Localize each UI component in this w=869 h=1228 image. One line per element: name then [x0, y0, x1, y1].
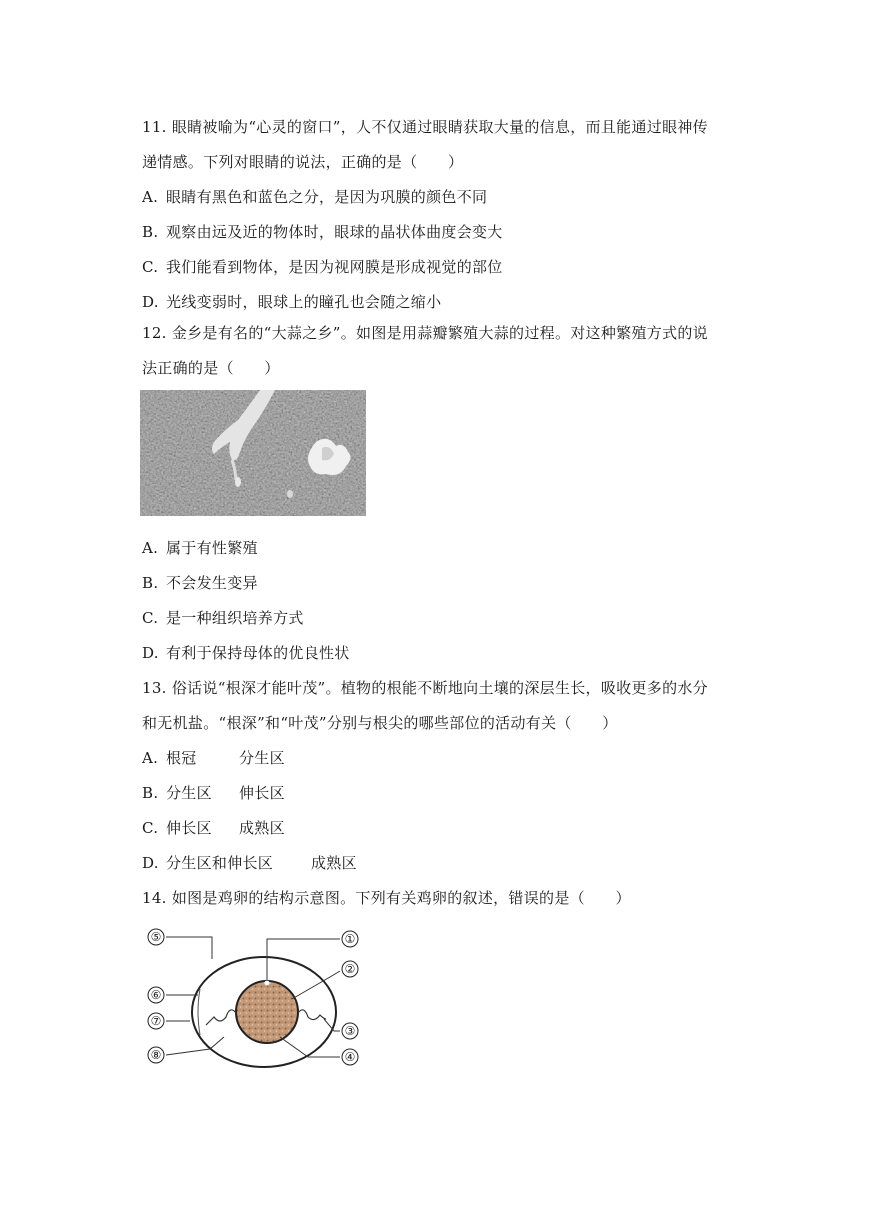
germinal-disc: [265, 981, 270, 986]
q11-option-a[interactable]: [142, 187, 487, 207]
option-text: 是一种组织培养方式: [166, 609, 304, 627]
option-text: 不会发生变异: [166, 574, 258, 592]
option-text: 光线变弱时，眼球上的瞳孔也会随之缩小: [166, 293, 442, 311]
option-text: 有利于保持母体的优良性状: [166, 644, 350, 662]
q12-option-c[interactable]: [142, 608, 304, 628]
option-part-a: 分生区和伸长区: [166, 854, 274, 872]
q12-stem-line1: 12. 金乡是有名的“大蒜之乡”。如图是用蒜瓣繁殖大蒜的过程。对这种繁殖方式的说: [142, 324, 708, 342]
label-7: ⑦: [150, 1014, 162, 1028]
q12-option-d[interactable]: [142, 643, 350, 663]
option-letter: C.: [142, 819, 159, 837]
q11-stem-line1: 11. 眼睛被喻为“心灵的窗口”，人不仅通过眼睛获取大量的信息，而且能通过眼神传: [142, 118, 708, 136]
option-letter: C.: [142, 258, 159, 276]
q13-option-d[interactable]: [142, 853, 357, 873]
option-part-a: 伸长区: [166, 819, 212, 837]
option-letter: D.: [142, 644, 159, 662]
option-text: 属于有性繁殖: [166, 539, 258, 557]
yolk: [236, 981, 298, 1043]
option-part-a: 根冠: [166, 749, 197, 767]
option-part-b: 分生区: [239, 749, 285, 767]
option-letter: D.: [142, 293, 159, 311]
option-letter: D.: [142, 854, 159, 872]
option-text: 观察由远及近的物体时，眼球的晶状体曲度会变大: [166, 223, 503, 241]
q13-option-a[interactable]: [142, 748, 285, 768]
q12-option-b[interactable]: [142, 573, 258, 593]
garlic-planting-photo: [140, 390, 366, 516]
option-text: 眼睛有黑色和蓝色之分，是因为巩膜的颜色不同: [166, 188, 488, 206]
q13-stem-line1: 13. 俗话说“根深才能叶茂”。植物的根能不断地向土壤的深层生长，吸收更多的水分: [142, 679, 708, 697]
option-part-b: 成熟区: [239, 819, 285, 837]
option-letter: C.: [142, 609, 159, 627]
q14-stem: 14. 如图是鸡卵的结构示意图。下列有关鸡卵的叙述，错误的是（ ）: [142, 889, 631, 907]
q13-option-b[interactable]: [142, 783, 285, 803]
q12-option-a[interactable]: [142, 538, 258, 558]
label-5: ⑤: [150, 930, 162, 944]
option-letter: A.: [142, 188, 159, 206]
egg-structure-diagram: [140, 925, 385, 1075]
option-letter: B.: [142, 223, 159, 241]
label-2: ②: [344, 962, 356, 976]
label-4: ④: [344, 1050, 356, 1064]
option-letter: B.: [142, 784, 159, 802]
label-1: ①: [344, 932, 356, 946]
q12-stem-line2: 法正确的是（ ）: [142, 359, 280, 377]
label-3: ③: [344, 1024, 356, 1038]
q11-option-b[interactable]: [142, 222, 503, 242]
option-letter: B.: [142, 574, 159, 592]
option-part-b: 伸长区: [239, 784, 285, 802]
option-letter: A.: [142, 539, 159, 557]
label-6: ⑥: [150, 988, 162, 1002]
q13-stem-line2: 和无机盐。“根深”和“叶茂”分别与根尖的哪些部位的活动有关（ ）: [142, 714, 618, 732]
label-8: ⑧: [150, 1048, 162, 1062]
option-text: 我们能看到物体，是因为视网膜是形成视觉的部位: [166, 258, 503, 276]
q13-option-c[interactable]: [142, 818, 285, 838]
q11-option-c[interactable]: [142, 257, 503, 277]
option-part-a: 分生区: [166, 784, 212, 802]
option-part-b: 成熟区: [311, 854, 357, 872]
option-letter: A.: [142, 749, 159, 767]
q11-stem-line2: 递情感。下列对眼睛的说法，正确的是（ ）: [142, 153, 464, 171]
q11-option-d[interactable]: [142, 292, 441, 312]
